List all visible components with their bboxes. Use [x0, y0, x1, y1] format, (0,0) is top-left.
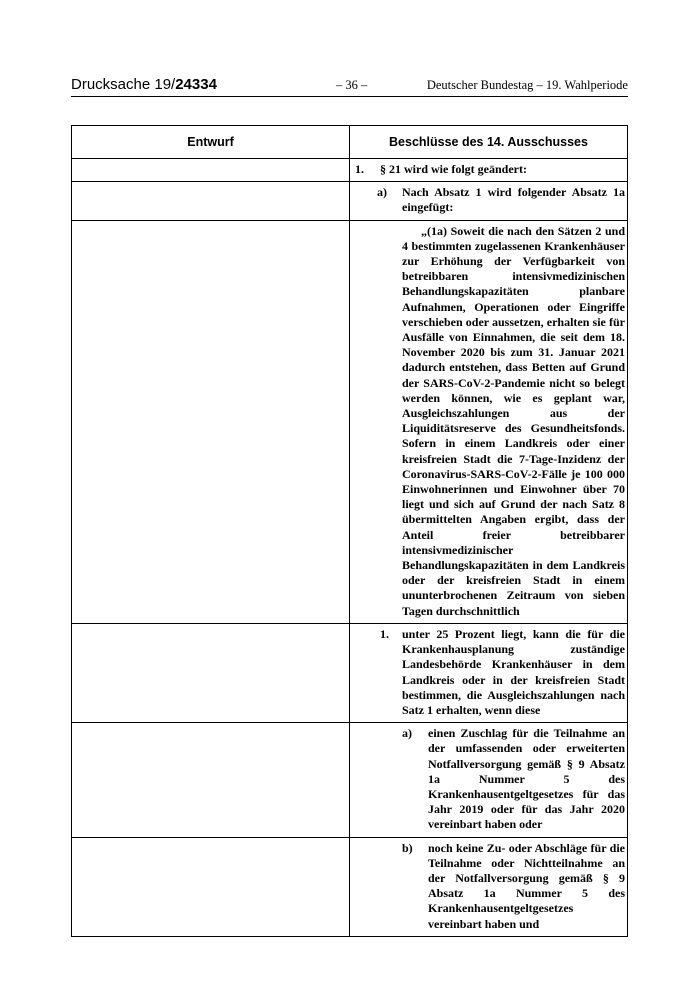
- item-marker: a): [377, 185, 387, 200]
- item-marker: 1.: [355, 162, 364, 176]
- page-number: – 36 –: [336, 78, 368, 92]
- table-row: [72, 220, 628, 623]
- draft-cell: [72, 837, 350, 936]
- table-row: [72, 723, 628, 837]
- table-row: [72, 182, 628, 220]
- column-header-resolutions: Beschlüsse des 14. Ausschusses: [350, 126, 628, 159]
- resolution-cell: [350, 182, 628, 220]
- table-row: [72, 623, 628, 722]
- resolution-cell: [350, 220, 628, 623]
- document-label: Drucksache 19/: [71, 76, 176, 93]
- table-header-row: [72, 126, 628, 159]
- draft-cell: [72, 182, 350, 220]
- draft-cell: [72, 623, 350, 722]
- draft-cell: [72, 723, 350, 837]
- synopsis-table: [71, 125, 628, 937]
- source-label: Deutscher Bundestag – 19. Wahlperiode: [426, 78, 628, 92]
- item-marker: a): [402, 726, 412, 741]
- resolution-cell: [350, 623, 628, 722]
- item-text: noch keine Zu- oder Abschläge für die Teilnahme oder Nichtteilnahme an der Notfallversorgung gemäß § 9 Absatz 1a Nummer 5 des Krankenhausentgeltgesetzes vereinbart haben und: [428, 840, 625, 931]
- paragraph-1a-text: „(1a) Soweit die nach den Sätzen 2 und 4 bestimmten zugelassenen Krankenhäuser zur Erhöhung der Verfügbarkeit von betreibbaren intensivmedizinischen Behandlungskapazitäten planbare Aufnahmen, Operationen oder Eingriffe verschieben oder aussetzen, erhalten sie für Ausfälle von Einnahmen, die seit dem 18. November 2020 bis zum 31. Januar 2021 dadurch entstehen, dass Betten auf Grund der SARS-CoV-2-Pandemie nicht so belegt werden können, wie es geplant war, Ausgleichszahlungen aus der Liquiditätsreserve des Gesundheitsfonds. Sofern in einem Landkreis oder einer kreisfreien Stadt die 7-Tage-Inzidenz der Coronavirus-SARS-CoV-2-Fälle je 100 000 Einwohnerinnen und Einwohner über 70 liegt und sich auf Grund der nach Satz 8 übermittelten Angaben ergibt, dass der Anteil freier betreibbarer intensivmedizinischer Behandlungskapazitäten in dem Landkreis oder der kreisfreien Stadt in einem ununterbrochenen Zeitraum von sieben Tagen durchschnittlich: [402, 223, 625, 618]
- item-text: § 21 wird wie folgt geändert:: [380, 162, 527, 176]
- column-header-draft: Entwurf: [72, 126, 350, 159]
- page-header: [71, 74, 628, 97]
- draft-cell: [72, 220, 350, 623]
- item-marker: 1.: [380, 626, 389, 641]
- table-row: [72, 837, 628, 936]
- item-text: unter 25 Prozent liegt, kann die für die Krankenhausplanung zuständige Landesbehörde Krankenhäuser in dem Landkreis oder in der kreisfreien Stadt bestimmen, die Ausgleichszahlungen nach Satz 1 erhalten, wenn diese: [402, 626, 625, 717]
- document-number-value: 24334: [175, 76, 217, 93]
- item-text: einen Zuschlag für die Teilnahme an der umfassenden oder erweiterten Notfallversorgung gemäß § 9 Absatz 1a Nummer 5 des Krankenhausentgeltgesetzes für das Jahr 2019 oder für das Jahr 2020 vereinbart haben oder: [428, 726, 625, 832]
- resolution-cell: [350, 723, 628, 837]
- resolution-cell: [350, 837, 628, 936]
- table-row: [72, 159, 628, 182]
- draft-cell: [72, 159, 350, 182]
- document-number: [71, 76, 217, 93]
- item-text: Nach Absatz 1 wird folgender Absatz 1a eingefügt:: [402, 185, 625, 215]
- resolution-cell: [350, 159, 628, 182]
- item-marker: b): [402, 840, 413, 855]
